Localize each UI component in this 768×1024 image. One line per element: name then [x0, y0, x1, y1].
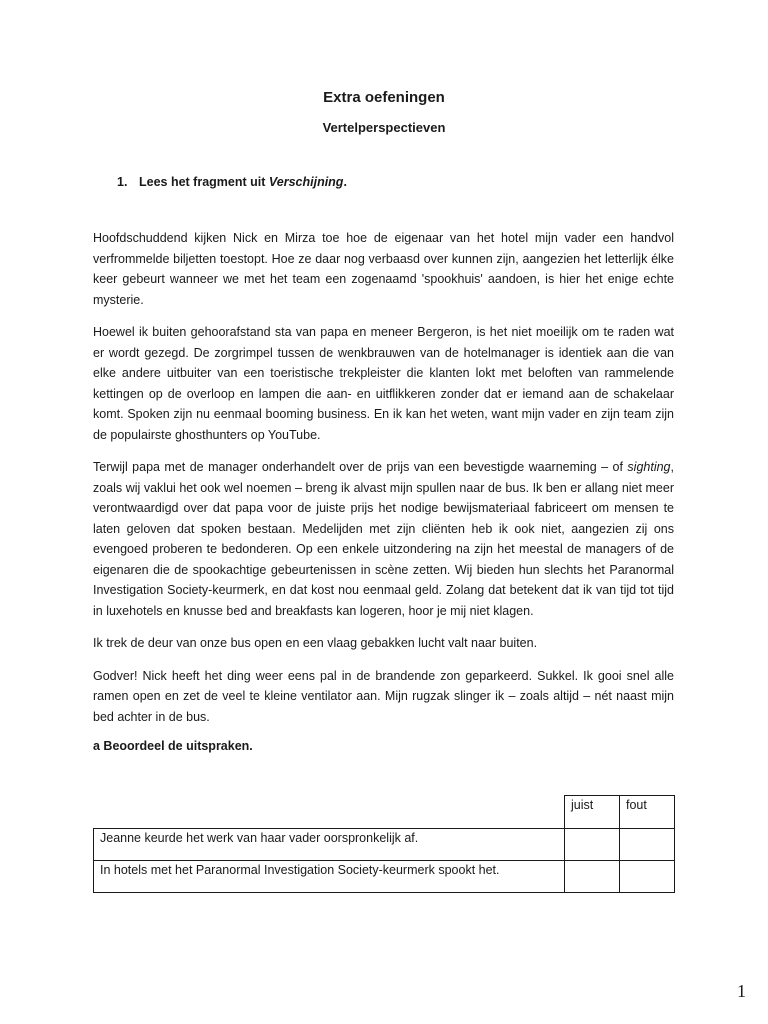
task-work-title: Verschijning — [268, 175, 344, 189]
task-text-end: . — [343, 175, 347, 189]
statement-2-fout-cell[interactable] — [620, 861, 675, 893]
statement-1: Jeanne keurde het werk van haar vader oorspronkelijk af. — [94, 829, 565, 861]
task-text: Lees het fragment uit — [139, 175, 269, 189]
page-number: 1 — [737, 981, 746, 1001]
table-row — [94, 829, 675, 861]
fragment-paragraph-4: Ik trek de deur van onze bus open en een vlaag gebakken lucht valt naar buiten. — [93, 636, 538, 650]
assessment-table — [93, 795, 675, 893]
fragment-paragraph-1: Hoofdschuddend kijken Nick en Mirza toe hoe de eigenaar van het hotel mijn vader een handvol verfrommelde biljetten toestopt. Hoe ze daar nog verbaasd over kunnen zijn, aangezien het letterlijk élke keer gebeurt wanneer we met het team een zogenaamd 'spookhuis' aandoen, is hier het enige echte mysterie. — [93, 231, 674, 307]
statement-1-juist-cell[interactable] — [565, 829, 620, 861]
fragment-paragraph-5: Godver! Nick heeft het ding weer eens pal in de brandende zon geparkeerd. Sukkel. Ik gooi snel alle ramen open en zet de veel te kleine ventilator aan. Mijn rugzak slinger ik – zoals altijd – nét naast mijn bed achter in de bus. — [93, 668, 674, 724]
task-heading — [117, 175, 347, 189]
page-title: Extra oefeningen — [323, 89, 445, 106]
table-header-empty — [94, 796, 565, 829]
fragment-paragraph-3 — [93, 457, 674, 621]
question-heading: a Beoordeel de uitspraken. — [93, 739, 253, 753]
table-header-row — [94, 796, 675, 829]
fragment-text — [93, 228, 674, 739]
statement-2: In hotels met het Paranormal Investigation Society-keurmerk spookt het. — [94, 861, 565, 893]
statement-1-fout-cell[interactable] — [620, 829, 675, 861]
fragment-paragraph-2: Hoewel ik buiten gehoorafstand sta van papa en meneer Bergeron, is het niet moeilijk om te raden wat er wordt gezegd. De zorgrimpel tussen de wenkbrauwen van de hotelmanager is identiek aan die van elke andere uitbuiter van een toeristische trekpleister die klanten lokt met beloften van rammelende kettingen op de overloop en lampen die aan- en uitflikkeren zonder dat er iemand aan de schakelaar komt. Spoken zijn nu eenmaal booming business. En ik kan het weten, want mijn vader en zijn team zijn de populairste ghosthunters op YouTube. — [93, 325, 674, 442]
header-fout: fout — [620, 796, 675, 829]
page-subtitle: Vertelperspectieven — [322, 120, 446, 135]
table-row — [94, 861, 675, 893]
task-number: 1. — [117, 175, 128, 189]
paragraph-3-start: Terwijl papa met de manager onderhandelt over de prijs van een bevestigde waarneming – of — [93, 460, 628, 474]
paragraph-3-italic-term: sighting — [627, 460, 671, 474]
statement-2-juist-cell[interactable] — [565, 861, 620, 893]
header-juist: juist — [565, 796, 620, 829]
paragraph-3-rest: , zoals wij vaklui het ook wel noemen – breng ik alvast mijn spullen naar de bus. Ik ben er allang niet meer verontwaardigd over dat papa voor de juiste prijs het nodige bewijsmateriaal fabriceert om mensen te laten geloven dat spoken bestaan. Medelijden met zijn cliënten heb ik ook niet, aangezien zij ons evengoed proberen te bedonderen. Op een enkele uitzondering na zijn het meestal de managers of de eigenaren die de spookachtige gebeurtenissen in scène zetten. Wij bieden hun slechts het Paranormal Investigation Society-keurmerk, en dat kost nou eenmaal geld. Zolang dat betekent dat ik van tijd tot tijd in luxehotels en knusse bed and breakfasts kan logeren, hoor je mij niet klagen. — [93, 460, 674, 618]
